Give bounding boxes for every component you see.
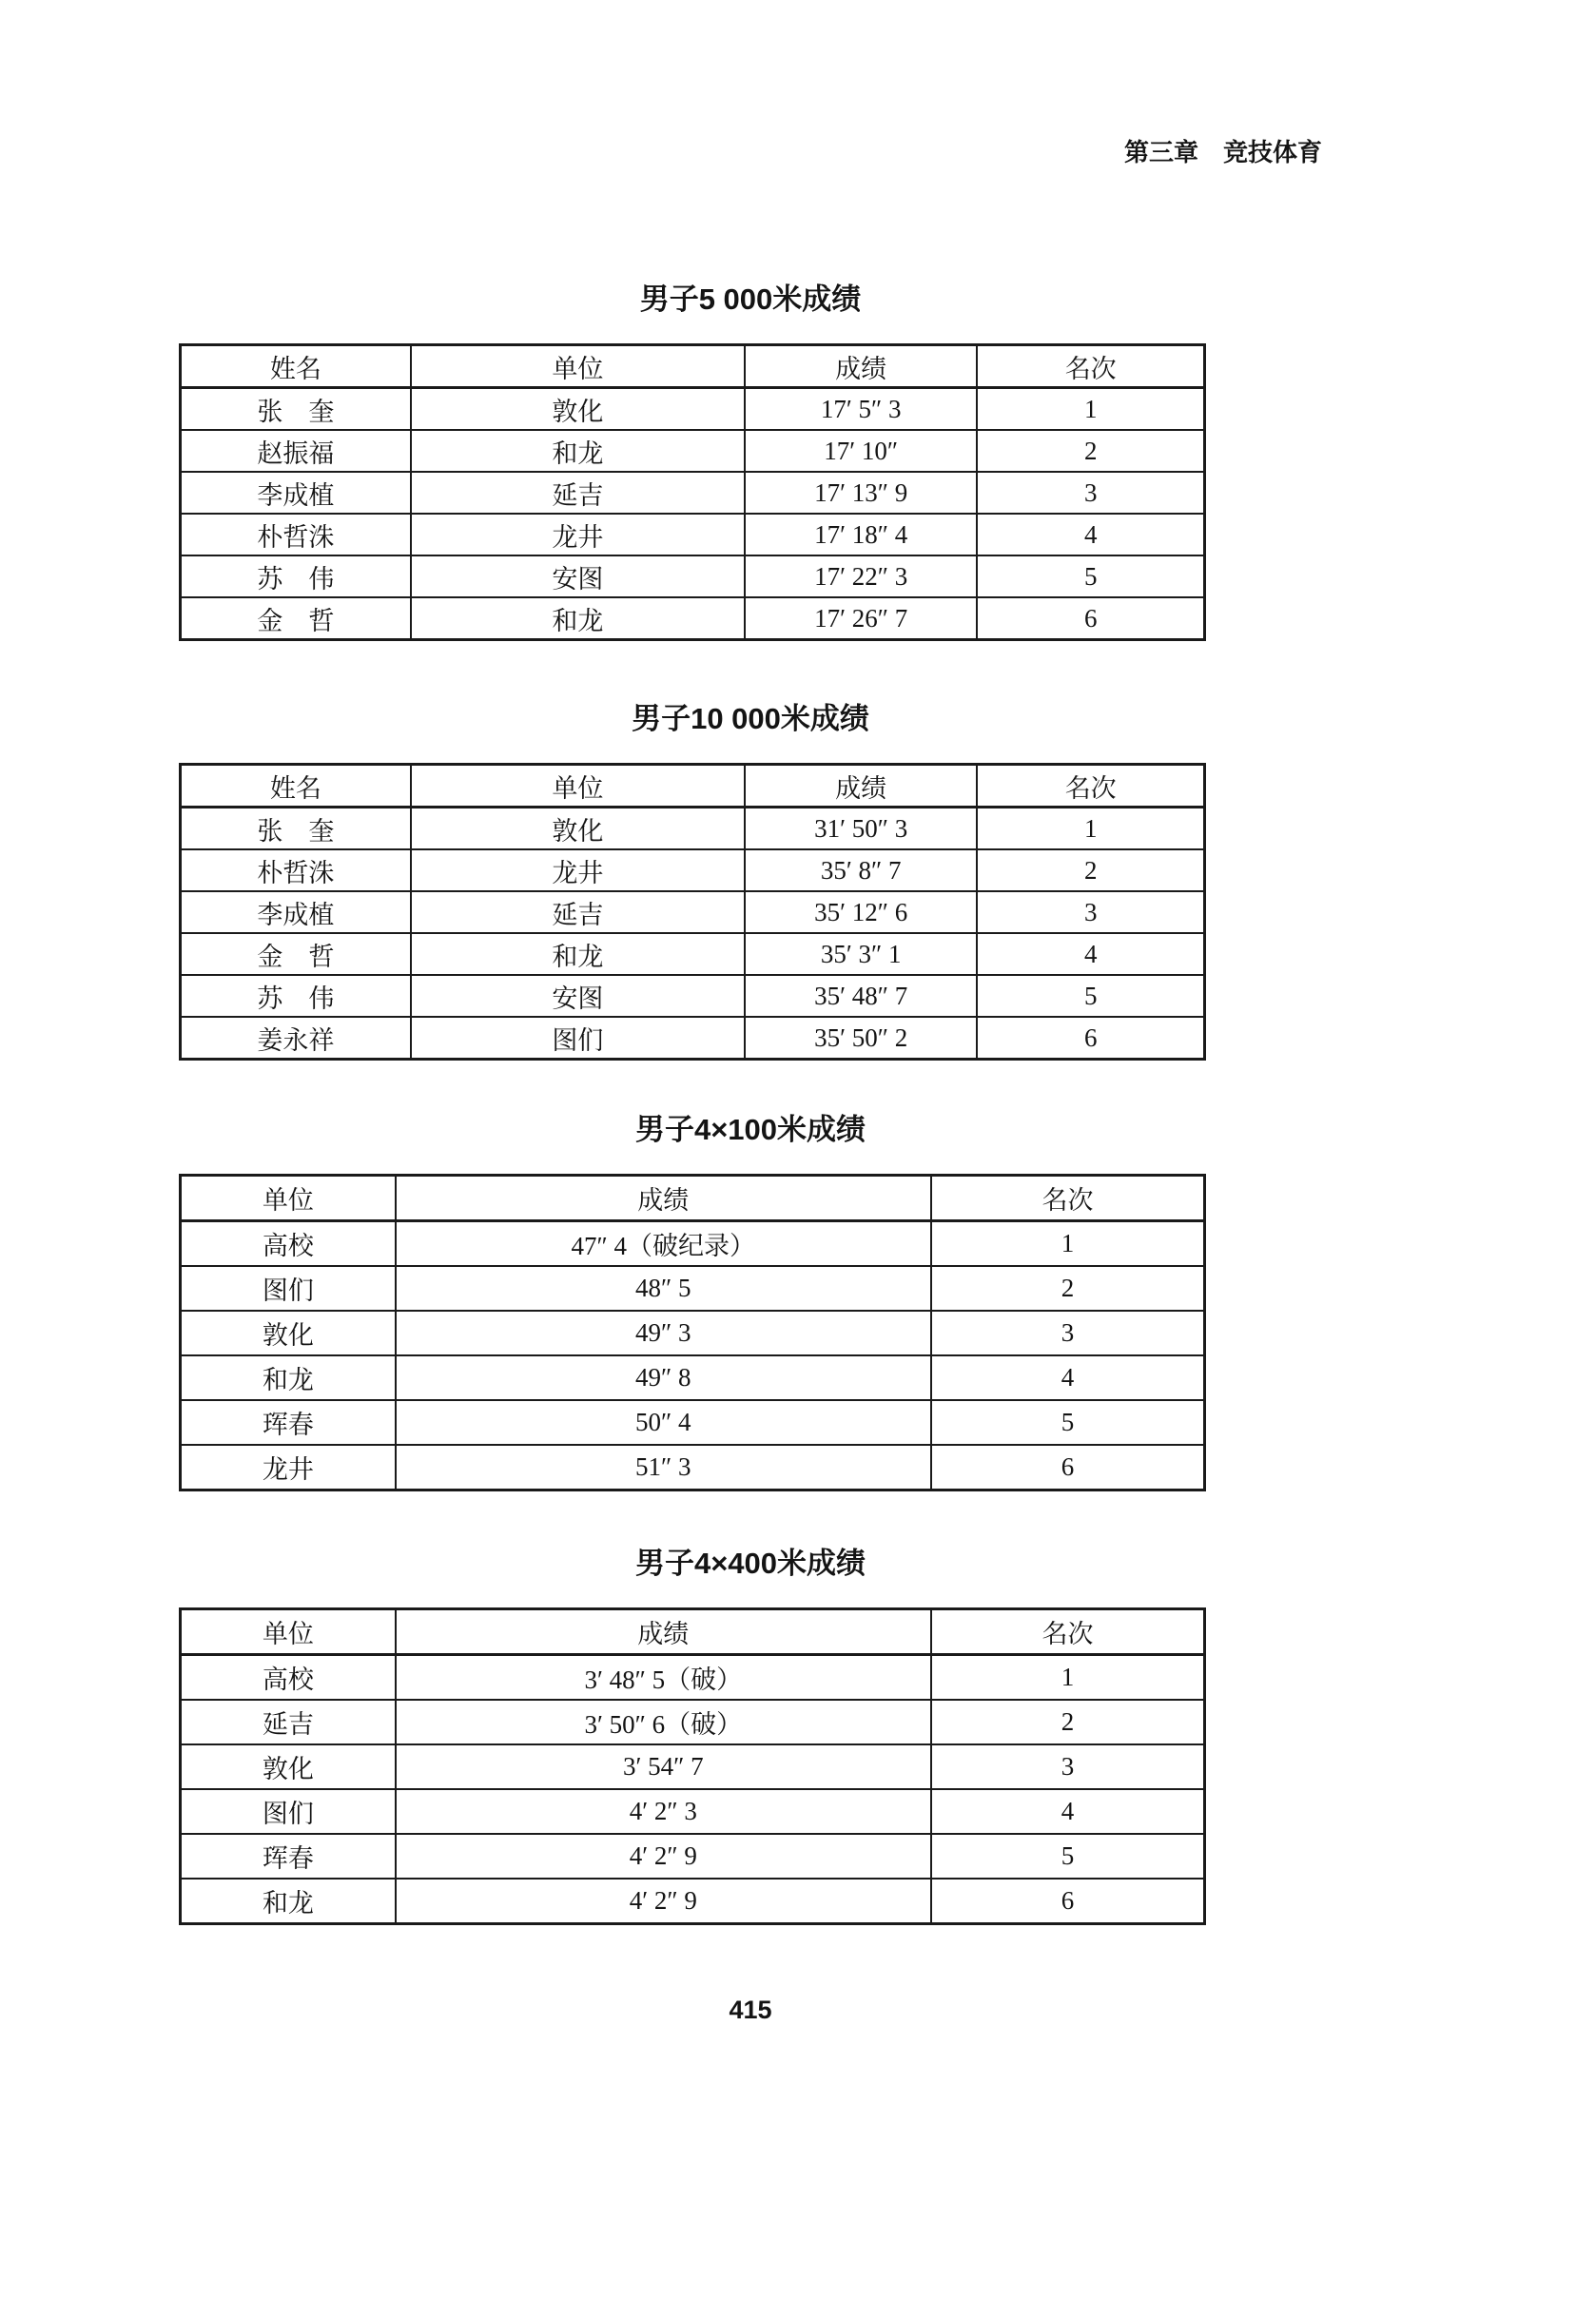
table-cell: 高校: [181, 1221, 396, 1267]
table-cell: 敦化: [181, 1311, 396, 1355]
table-cell: 6: [931, 1445, 1205, 1490]
table-cell: 5: [977, 555, 1204, 597]
results-section-10000m: [179, 702, 1322, 1061]
table-cell: 3: [931, 1311, 1205, 1355]
table-cell: 3: [977, 472, 1204, 514]
table-cell: 图们: [411, 1017, 745, 1060]
table-cell: 4′ 2″ 9: [396, 1879, 931, 1924]
table-title-10000m: 男子10 000米成绩: [632, 702, 869, 735]
table-row: [181, 1789, 1205, 1834]
table-row: [181, 1400, 1205, 1445]
table-cell: 敦化: [411, 388, 745, 431]
table-cell: 苏 伟: [181, 555, 411, 597]
table-cell: 赵振福: [181, 430, 411, 472]
table-cell: 35′ 48″ 7: [745, 975, 977, 1017]
table-cell: 延吉: [411, 891, 745, 933]
column-header: 成绩: [396, 1609, 931, 1655]
table-cell: 2: [931, 1700, 1205, 1744]
table-cell: 35′ 3″ 1: [745, 933, 977, 975]
table-header-row: [181, 765, 1205, 808]
table-cell: 姜永祥: [181, 1017, 411, 1060]
table-cell: 图们: [181, 1789, 396, 1834]
table-row: [181, 1221, 1205, 1267]
table-cell: 李成植: [181, 891, 411, 933]
table-cell: 朴哲洙: [181, 849, 411, 891]
table-cell: 金 哲: [181, 933, 411, 975]
table-cell: 49″ 8: [396, 1355, 931, 1400]
table-cell: 47″ 4（破纪录）: [396, 1221, 931, 1267]
table-cell: 3: [977, 891, 1204, 933]
table-cell: 5: [931, 1400, 1205, 1445]
table-title-4x400m: 男子4×400米成绩: [634, 1547, 866, 1580]
table-cell: 2: [931, 1266, 1205, 1311]
table-header-row: [181, 1176, 1205, 1221]
table-cell: 朴哲洙: [181, 514, 411, 555]
table-cell: 珲春: [181, 1400, 396, 1445]
table-cell: 35′ 8″ 7: [745, 849, 977, 891]
table-cell: 2: [977, 849, 1204, 891]
results-table-4x400m: [179, 1607, 1206, 1925]
table-cell: 51″ 3: [396, 1445, 931, 1490]
results-section-5000m: [179, 282, 1322, 641]
column-header: 单位: [411, 765, 745, 808]
table-cell: 张 奎: [181, 808, 411, 850]
table-header-row: [181, 345, 1205, 388]
table-cell: 苏 伟: [181, 975, 411, 1017]
table-cell: 图们: [181, 1266, 396, 1311]
table-row: [181, 933, 1205, 975]
table-row: [181, 1834, 1205, 1879]
table-cell: 和龙: [411, 597, 745, 640]
table-cell: 金 哲: [181, 597, 411, 640]
table-row: [181, 472, 1205, 514]
table-cell: 2: [977, 430, 1204, 472]
table-cell: 4: [931, 1355, 1205, 1400]
column-header: 名次: [977, 345, 1204, 388]
table-row: [181, 1879, 1205, 1924]
column-header: 名次: [931, 1176, 1205, 1221]
column-header: 名次: [931, 1609, 1205, 1655]
table-row: [181, 1266, 1205, 1311]
table-row: [181, 1017, 1205, 1060]
column-header: 姓名: [181, 765, 411, 808]
column-header: 成绩: [396, 1176, 931, 1221]
table-cell: 49″ 3: [396, 1311, 931, 1355]
table-cell: 35′ 12″ 6: [745, 891, 977, 933]
table-row: [181, 808, 1205, 850]
table-cell: 6: [977, 597, 1204, 640]
table-cell: 4: [977, 933, 1204, 975]
results-table-5000m: [179, 343, 1206, 641]
table-cell: 3′ 54″ 7: [396, 1744, 931, 1789]
table-cell: 5: [977, 975, 1204, 1017]
table-row: [181, 514, 1205, 555]
table-cell: 4: [977, 514, 1204, 555]
table-cell: 3: [931, 1744, 1205, 1789]
column-header: 成绩: [745, 765, 977, 808]
table-cell: 48″ 5: [396, 1266, 931, 1311]
table-cell: 1: [977, 808, 1204, 850]
results-table-4x100m: [179, 1174, 1206, 1491]
column-header: 单位: [181, 1176, 396, 1221]
table-cell: 安图: [411, 555, 745, 597]
column-header: 名次: [977, 765, 1204, 808]
table-cell: 17′ 18″ 4: [745, 514, 977, 555]
table-row: [181, 1744, 1205, 1789]
table-row: [181, 975, 1205, 1017]
table-cell: 17′ 13″ 9: [745, 472, 977, 514]
table-cell: 3′ 48″ 5（破）: [396, 1655, 931, 1701]
table-title-5000m: 男子5 000米成绩: [639, 282, 862, 316]
table-row: [181, 597, 1205, 640]
results-section-4x400m: [179, 1547, 1322, 1925]
page-content: [179, 138, 1322, 2025]
table-cell: 龙井: [411, 849, 745, 891]
table-cell: 4′ 2″ 9: [396, 1834, 931, 1879]
table-cell: 50″ 4: [396, 1400, 931, 1445]
table-cell: 4′ 2″ 3: [396, 1789, 931, 1834]
table-cell: 和龙: [181, 1879, 396, 1924]
table-cell: 17′ 26″ 7: [745, 597, 977, 640]
table-cell: 1: [931, 1221, 1205, 1267]
column-header: 姓名: [181, 345, 411, 388]
table-row: [181, 1655, 1205, 1701]
table-row: [181, 1311, 1205, 1355]
table-cell: 和龙: [411, 933, 745, 975]
table-cell: 3′ 50″ 6（破）: [396, 1700, 931, 1744]
table-row: [181, 1445, 1205, 1490]
table-row: [181, 891, 1205, 933]
results-table-10000m: [179, 763, 1206, 1061]
table-cell: 和龙: [411, 430, 745, 472]
table-cell: 和龙: [181, 1355, 396, 1400]
table-cell: 延吉: [181, 1700, 396, 1744]
table-cell: 张 奎: [181, 388, 411, 431]
table-row: [181, 1700, 1205, 1744]
table-cell: 延吉: [411, 472, 745, 514]
column-header: 单位: [181, 1609, 396, 1655]
table-row: [181, 430, 1205, 472]
table-row: [181, 1355, 1205, 1400]
table-cell: 高校: [181, 1655, 396, 1701]
table-cell: 龙井: [181, 1445, 396, 1490]
table-row: [181, 555, 1205, 597]
table-cell: 17′ 10″: [745, 430, 977, 472]
table-cell: 6: [977, 1017, 1204, 1060]
table-cell: 1: [977, 388, 1204, 431]
table-cell: 5: [931, 1834, 1205, 1879]
table-cell: 李成植: [181, 472, 411, 514]
table-cell: 17′ 22″ 3: [745, 555, 977, 597]
page-number: 415: [729, 1996, 772, 2024]
table-cell: 珲春: [181, 1834, 396, 1879]
column-header: 单位: [411, 345, 745, 388]
table-cell: 敦化: [181, 1744, 396, 1789]
table-row: [181, 849, 1205, 891]
results-section-4x100m: [179, 1113, 1322, 1491]
table-cell: 安图: [411, 975, 745, 1017]
table-header-row: [181, 1609, 1205, 1655]
table-title-4x100m: 男子4×100米成绩: [634, 1113, 866, 1146]
table-row: [181, 388, 1205, 431]
table-cell: 6: [931, 1879, 1205, 1924]
column-header: 成绩: [745, 345, 977, 388]
table-cell: 35′ 50″ 2: [745, 1017, 977, 1060]
table-cell: 31′ 50″ 3: [745, 808, 977, 850]
table-cell: 17′ 5″ 3: [745, 388, 977, 431]
table-cell: 4: [931, 1789, 1205, 1834]
chapter-header: 第三章 竞技体育: [1123, 138, 1322, 166]
table-cell: 敦化: [411, 808, 745, 850]
table-cell: 龙井: [411, 514, 745, 555]
table-cell: 1: [931, 1655, 1205, 1701]
